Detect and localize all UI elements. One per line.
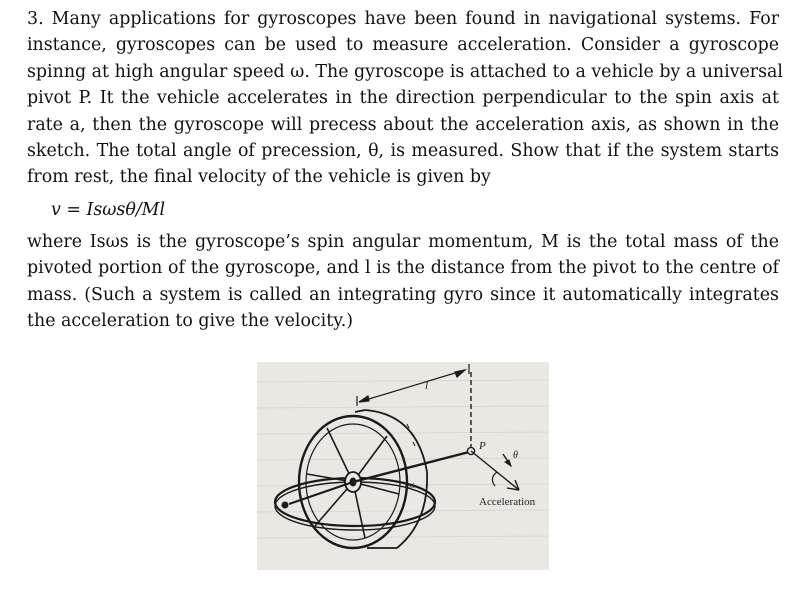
gyroscope-sketch: [257, 362, 549, 570]
text-line: pivoted portion of the gyroscope, and l is the distance from the pivot to the centre of: [27, 258, 779, 279]
pivot-label: P: [479, 440, 486, 452]
text-line: spinng at high angular speed ω. The gyroscope is attached to a vehicle by a universal: [27, 61, 783, 82]
precession-angle-label: θ: [513, 450, 518, 461]
distance-label: l: [425, 380, 429, 392]
gyroscope-figure: [257, 362, 549, 570]
text-line: the acceleration to give the velocity.): [27, 311, 354, 332]
text-line: from rest, the final velocity of the vehicle is given by: [27, 167, 491, 188]
text-line: instance, gyroscopes can be used to measure acceleration. Consider a gyroscope: [27, 35, 779, 56]
text-line: rate a, then the gyroscope will precess about the acceleration axis, as shown in the: [27, 114, 779, 135]
velocity-equation: v = Isωsθ/Ml: [51, 199, 166, 220]
text-line: sketch. The total angle of precession, θ, is measured. Show that if the system starts: [27, 141, 779, 162]
text-line: pivot P. It the vehicle accelerates in the direction perpendicular to the spin axis at: [27, 88, 779, 109]
text-line: 3. Many applications for gyroscopes have been found in navigational systems. For: [27, 9, 780, 29]
text-line: where Isωs is the gyroscope’s spin angular momentum, M is the total mass of the: [27, 231, 779, 252]
problem-paragraph-1: [27, 6, 783, 191]
acceleration-label: Acceleration: [479, 496, 536, 508]
spin-speed-label: ωs: [405, 480, 415, 490]
problem-text: [27, 6, 783, 334]
problem-paragraph-2: [27, 229, 779, 335]
problem-number: 3.: [27, 9, 44, 29]
text-line: mass. (Such a system is called an integrating gyro since it automatically integrates: [27, 284, 779, 305]
